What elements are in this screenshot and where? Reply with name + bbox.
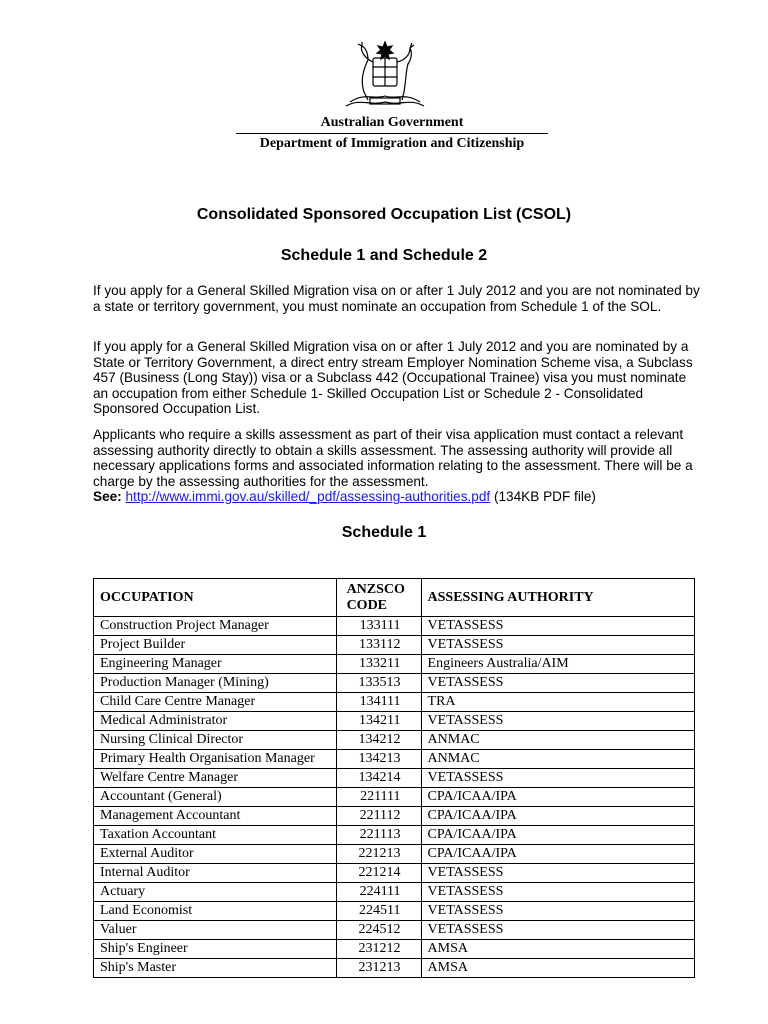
header-divider xyxy=(236,133,548,134)
occupation-table xyxy=(93,578,695,978)
table-row xyxy=(94,845,695,864)
authority-cell: ANMAC xyxy=(421,731,694,750)
code-cell: 231213 xyxy=(336,959,421,978)
code-cell: 231212 xyxy=(336,940,421,959)
occupation-cell: Medical Administrator xyxy=(94,712,337,731)
code-cell: 133513 xyxy=(336,674,421,693)
government-name: Australian Government xyxy=(320,115,464,130)
code-cell: 221214 xyxy=(336,864,421,883)
table-row xyxy=(94,864,695,883)
authority-cell: VETASSESS xyxy=(421,902,694,921)
authority-cell: VETASSESS xyxy=(421,769,694,788)
intro-paragraph-1: If you apply for a General Skilled Migration visa on or after 1 July 2012 and you are not nominated by a state or territory government, you must nominate an occupation from Schedule 1 of the SOL. xyxy=(93,283,700,314)
occupation-cell: Internal Auditor xyxy=(94,864,337,883)
authority-cell: Engineers Australia/AIM xyxy=(421,655,694,674)
table-row xyxy=(94,959,695,978)
authority-cell: TRA xyxy=(421,693,694,712)
table-row xyxy=(94,617,695,636)
table-row xyxy=(94,921,695,940)
table-row xyxy=(94,636,695,655)
occupation-cell: Land Economist xyxy=(94,902,337,921)
header-occupation: OCCUPATION xyxy=(94,579,337,617)
occupation-cell: Valuer xyxy=(94,921,337,940)
file-size-note: (134KB PDF file) xyxy=(493,489,596,505)
table-row xyxy=(94,769,695,788)
authority-cell: VETASSESS xyxy=(421,617,694,636)
header-assessing-authority: ASSESSING AUTHORITY xyxy=(421,579,694,617)
table-row xyxy=(94,883,695,902)
intro-paragraph-2: If you apply for a General Skilled Migration visa on or after 1 July 2012 and you are nominated by a State or Territory Government, a direct entry stream Employer Nomination Scheme visa, a Subclass 457 (Business (Long Stay)) visa or a Subclass 442 (Occupational Trainee) visa you must nominate an occupation from either Schedule 1- Skilled Occupation List or Schedule 2 - Consolidated Sponsored Occupation List. xyxy=(93,339,693,417)
table-row xyxy=(94,940,695,959)
code-cell: 221111 xyxy=(336,788,421,807)
occupation-cell: Production Manager (Mining) xyxy=(94,674,337,693)
code-cell: 134212 xyxy=(336,731,421,750)
paragraph-3-text: Applicants who require a skills assessment as part of their visa application must contact a relevant assessing authority directly to obtain a skills assessment. The assessing authority will provide all necessary applications forms and associated information relating to the assessment. There will be a charge by the assessing authorities for the assessment. xyxy=(93,427,693,489)
table-row xyxy=(94,674,695,693)
table-row xyxy=(94,826,695,845)
authority-cell: AMSA xyxy=(421,959,694,978)
authority-cell: VETASSESS xyxy=(421,636,694,655)
see-label: See: xyxy=(93,489,122,505)
occupation-cell: Accountant (General) xyxy=(94,788,337,807)
page-title: Consolidated Sponsored Occupation List (CSOL) xyxy=(196,206,572,223)
authority-cell: CPA/ICAA/IPA xyxy=(421,807,694,826)
coat-of-arms-icon xyxy=(340,40,430,112)
occupation-cell: Nursing Clinical Director xyxy=(94,731,337,750)
authority-cell: VETASSESS xyxy=(421,712,694,731)
authority-cell: VETASSESS xyxy=(421,883,694,902)
table-row xyxy=(94,693,695,712)
department-name: Department of Immigration and Citizenship xyxy=(259,136,525,151)
code-cell: 134213 xyxy=(336,750,421,769)
authority-cell: VETASSESS xyxy=(421,674,694,693)
code-cell: 224511 xyxy=(336,902,421,921)
authority-cell: CPA/ICAA/IPA xyxy=(421,845,694,864)
occupation-cell: Engineering Manager xyxy=(94,655,337,674)
authority-cell: CPA/ICAA/IPA xyxy=(421,788,694,807)
table-row xyxy=(94,731,695,750)
intro-paragraph-3 xyxy=(93,427,703,505)
code-cell: 224111 xyxy=(336,883,421,902)
occupation-cell: Child Care Centre Manager xyxy=(94,693,337,712)
occupation-cell: Primary Health Organisation Manager xyxy=(94,750,337,769)
assessing-authorities-link[interactable]: http://www.immi.gov.au/skilled/_pdf/assessing-authorities.pdf xyxy=(125,489,491,505)
code-cell: 134211 xyxy=(336,712,421,731)
header-anzsco-code: ANZSCO CODE xyxy=(336,579,421,617)
occupation-cell: Construction Project Manager xyxy=(94,617,337,636)
authority-cell: AMSA xyxy=(421,940,694,959)
table-row xyxy=(94,750,695,769)
schedule-heading: Schedule 1 xyxy=(341,524,427,541)
table-row xyxy=(94,788,695,807)
authority-cell: CPA/ICAA/IPA xyxy=(421,826,694,845)
table-row xyxy=(94,807,695,826)
occupation-cell: External Auditor xyxy=(94,845,337,864)
authority-cell: VETASSESS xyxy=(421,921,694,940)
table-header-row xyxy=(94,579,695,617)
code-cell: 221213 xyxy=(336,845,421,864)
code-cell: 134111 xyxy=(336,693,421,712)
code-cell: 221112 xyxy=(336,807,421,826)
code-cell: 224512 xyxy=(336,921,421,940)
code-cell: 134214 xyxy=(336,769,421,788)
code-cell: 221113 xyxy=(336,826,421,845)
occupation-cell: Welfare Centre Manager xyxy=(94,769,337,788)
page-subtitle: Schedule 1 and Schedule 2 xyxy=(280,247,488,264)
occupation-cell: Ship's Master xyxy=(94,959,337,978)
table-row xyxy=(94,655,695,674)
authority-cell: VETASSESS xyxy=(421,864,694,883)
table-row xyxy=(94,712,695,731)
occupation-cell: Management Accountant xyxy=(94,807,337,826)
occupation-cell: Actuary xyxy=(94,883,337,902)
code-cell: 133112 xyxy=(336,636,421,655)
occupation-cell: Project Builder xyxy=(94,636,337,655)
table-row xyxy=(94,902,695,921)
code-cell: 133211 xyxy=(336,655,421,674)
authority-cell: ANMAC xyxy=(421,750,694,769)
occupation-cell: Taxation Accountant xyxy=(94,826,337,845)
code-cell: 133111 xyxy=(336,617,421,636)
occupation-cell: Ship's Engineer xyxy=(94,940,337,959)
